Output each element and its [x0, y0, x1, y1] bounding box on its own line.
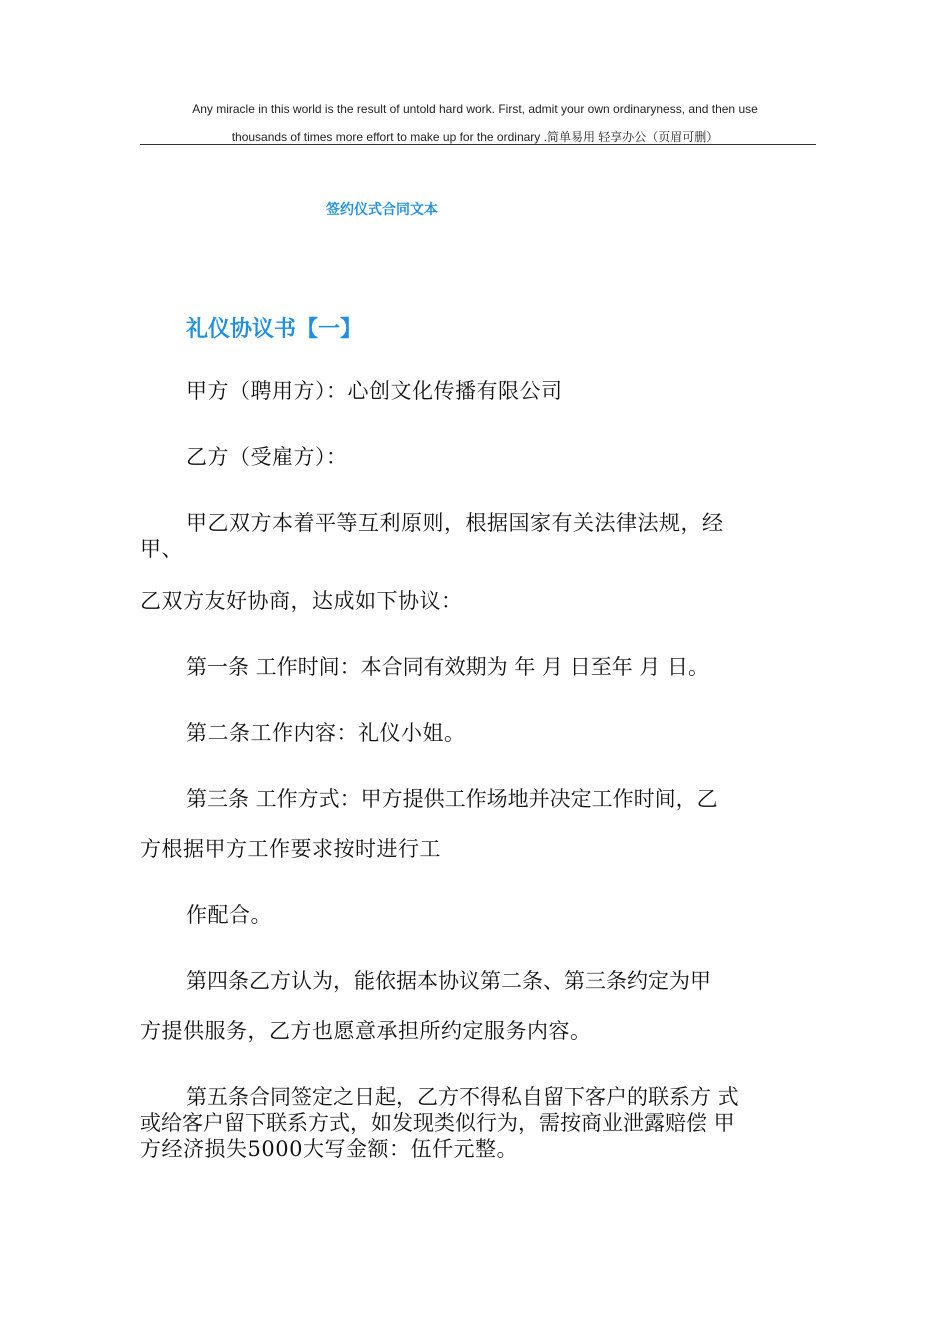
- header-divider: [140, 144, 816, 145]
- article-1-line: 第一条 工作时间：本合同有效期为 年 月 日至年 月 日。: [186, 655, 710, 679]
- header-text-line-2: thousands of times more effort to make up for the ordinary .简单易用 轻享办公（页眉可删）: [231, 130, 719, 144]
- article-4-line-1: 第四条乙方认为，能依据本协议第二条、第三条约定为甲: [186, 969, 711, 993]
- section-heading: 礼仪协议书【一】: [186, 317, 363, 342]
- party-a-line: 甲方（聘用方）：心创文化传播有限公司: [186, 379, 563, 403]
- preamble-line-1: 甲乙双方本着平等互利原则，根据国家有关法律法规，经: [186, 511, 724, 535]
- preamble-line-2: 甲、: [140, 537, 183, 561]
- article-3-line-2: 方根据甲方工作要求按时进行工: [140, 837, 441, 861]
- party-b-line: 乙方（受雇方）：: [186, 445, 348, 469]
- article-4-line-2: 方提供服务，乙方也愿意承担所约定服务内容。: [140, 1019, 592, 1043]
- document-title: 签约仪式合同文本: [326, 202, 438, 218]
- preamble-line-3: 乙双方友好协商，达成如下协议：: [140, 589, 463, 613]
- article-5-line-2: 或给客户留下联系方式，如发现类似行为，需按商业泄露赔偿 甲: [140, 1111, 735, 1135]
- header-text-line-1: Any miracle in this world is the result of untold hard work. First, admit your own ordinaryness, and then use: [192, 102, 758, 116]
- article-2-line: 第二条工作内容：礼仪小姐。: [186, 721, 466, 745]
- article-3-line-3: 作配合。: [186, 903, 272, 927]
- article-3-line-1: 第三条 工作方式：甲方提供工作场地并决定工作时间，乙: [186, 787, 718, 811]
- article-5-line-1: 第五条合同签定之日起，乙方不得私自留下客户的联系方 式: [186, 1085, 739, 1109]
- article-5-line-3: 方经济损失5000大写金额：伍仟元整。: [140, 1137, 518, 1161]
